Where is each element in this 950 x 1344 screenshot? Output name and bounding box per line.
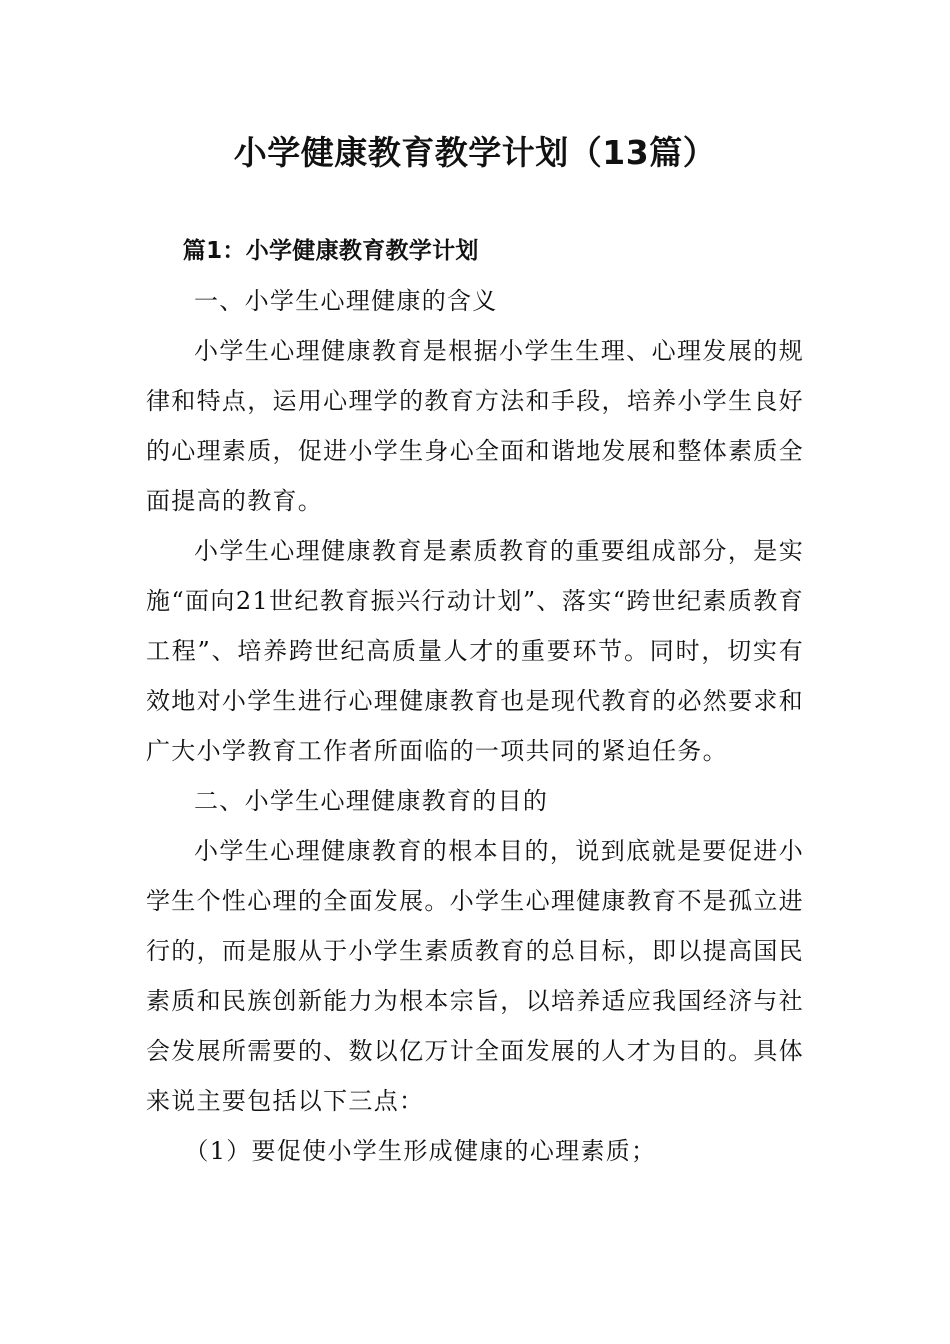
- paragraph-purpose: 小学生心理健康教育的根本目的，说到底就是要促进小学生个性心理的全面发展。小学生心理健康教育不是孤立进行的，而是服从于小学生素质教育的总目标，即以提高国民素质和民族创新能力为根本宗旨，以培养适应我国经济与社会发展所需要的、数以亿万计全面发展的人才为目的。具体来说主要包括以下三点：: [146, 837, 804, 1115]
- subheading-meaning: 一、小学生心理健康的含义: [194, 287, 498, 315]
- section-heading: 篇1：小学健康教育教学计划: [182, 238, 479, 264]
- paragraph-importance: 小学生心理健康教育是素质教育的重要组成部分，是实施“面向21世纪教育振兴行动计划”、落实“跨世纪素质教育工程”、培养跨世纪高质量人才的重要环节。同时，切实有效地对小学生进行心理健康教育也是现代教育的必然要求和广大小学教育工作者所面临的一项共同的紧迫任务。: [146, 537, 804, 765]
- paragraph-definition: 小学生心理健康教育是根据小学生生理、心理发展的规律和特点，运用心理学的教育方法和手段，培养小学生良好的心理素质，促进小学生身心全面和谐地发展和整体素质全面提高的教育。: [146, 337, 804, 515]
- subheading-purpose: 二、小学生心理健康教育的目的: [194, 787, 549, 815]
- document-title: 小学健康教育教学计划（13篇）: [233, 133, 717, 172]
- document-body: [146, 226, 804, 1176]
- list-item: （1）要促使小学生形成健康的心理素质；: [184, 1137, 657, 1165]
